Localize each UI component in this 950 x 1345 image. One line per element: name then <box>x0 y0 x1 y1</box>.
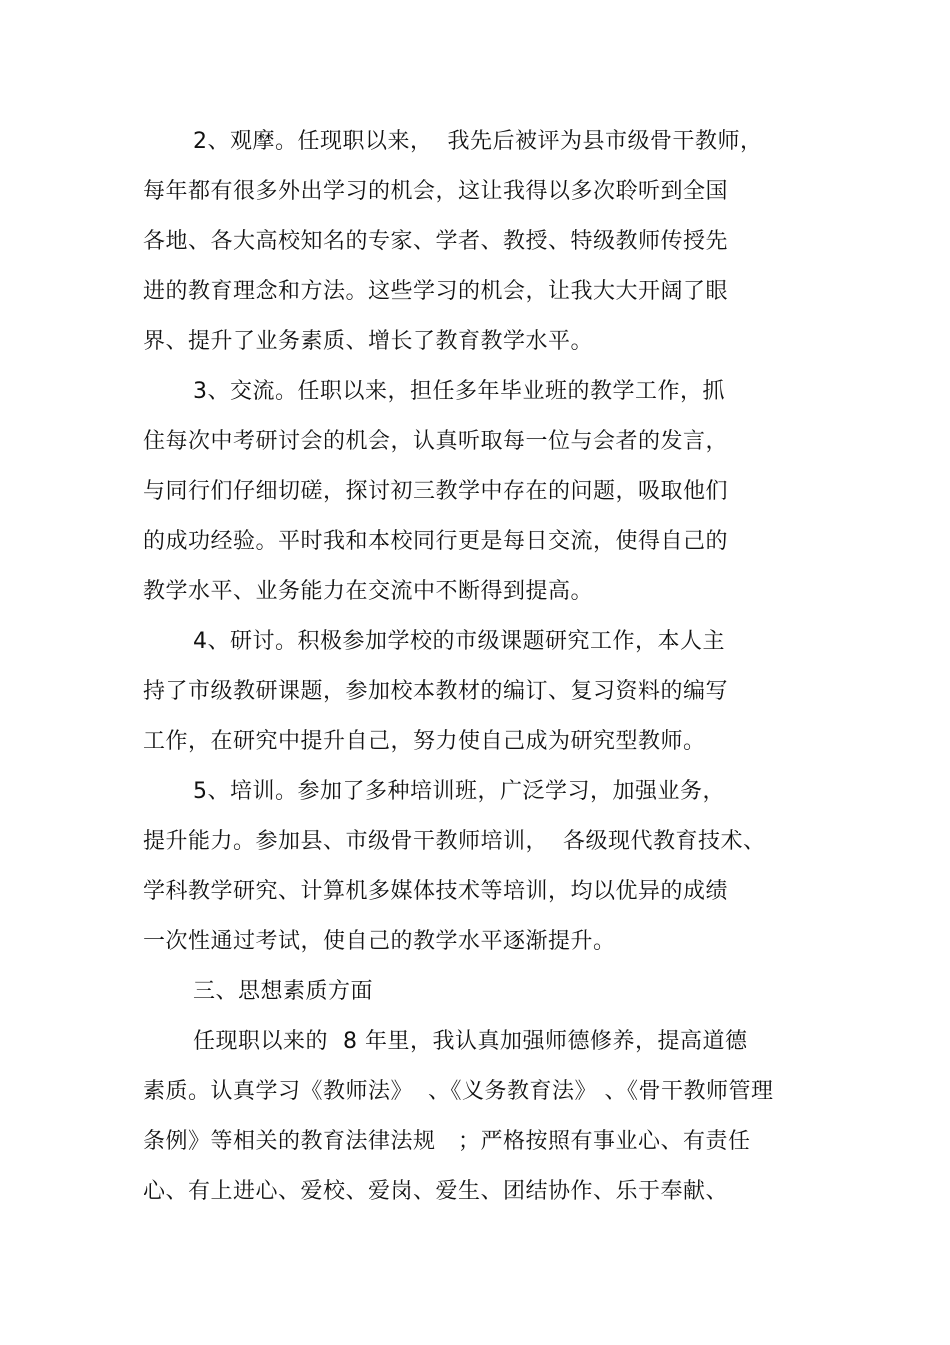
text-line: 学科教学研究、计算机多媒体技术等培训，均以优异的成绩 <box>143 879 729 904</box>
text-line: 界、提升了业务素质、增长了教育教学水平。 <box>143 329 594 354</box>
text-line: 任现职以来的 8 年里，我认真加强师德修养，提高道德 <box>193 1029 748 1054</box>
text-line: 与同行们仔细切磋，探讨初三教学中存在的问题，吸取他们 <box>143 479 729 504</box>
text-line: 的成功经验。平时我和本校同行更是每日交流，使得自己的 <box>143 529 729 554</box>
text-line: 各地、各大高校知名的专家、学者、教授、特级教师传授先 <box>143 229 729 254</box>
text-line: 素质。认真学习《教师法》 、《义务教育法》 、《骨干教师管理 <box>143 1079 774 1104</box>
text-line: 工作，在研究中提升自己，努力使自己成为研究型教师。 <box>143 729 706 754</box>
text-line: 5、培训。参加了多种培训班，广泛学习，加强业务， <box>193 779 725 804</box>
text-line: 持了市级教研课题，参加校本教材的编订、复习资料的编写 <box>143 679 729 704</box>
text-line: 4、研讨。积极参加学校的市级课题研究工作，本人主 <box>193 629 725 654</box>
text-line: 住每次中考研讨会的机会，认真听取每一位与会者的发言， <box>143 429 729 454</box>
text-line: 心、有上进心、爱校、爱岗、爱生、团结协作、乐于奉献、 <box>143 1179 729 1204</box>
text-line: 3、交流。任职以来，担任多年毕业班的教学工作，抓 <box>193 379 725 404</box>
text-line: 进的教育理念和方法。这些学习的机会，让我大大开阔了眼 <box>143 279 729 304</box>
text-line: 条例》等相关的教育法律法规 ；严格按照有事业心、有责任 <box>143 1129 751 1154</box>
section-heading: 三、思想素质方面 <box>193 979 374 1004</box>
text-line: 提升能力。参加县、市级骨干教师培训， 各级现代教育技术、 <box>143 829 766 854</box>
text-line: 2、观摩。任现职以来， 我先后被评为县市级骨干教师， <box>193 129 763 154</box>
text-line: 每年都有很多外出学习的机会，这让我得以多次聆听到全国 <box>143 179 729 204</box>
text-line: 一次性通过考试，使自己的教学水平逐渐提升。 <box>143 929 616 954</box>
text-line: 教学水平、业务能力在交流中不断得到提高。 <box>143 579 594 604</box>
